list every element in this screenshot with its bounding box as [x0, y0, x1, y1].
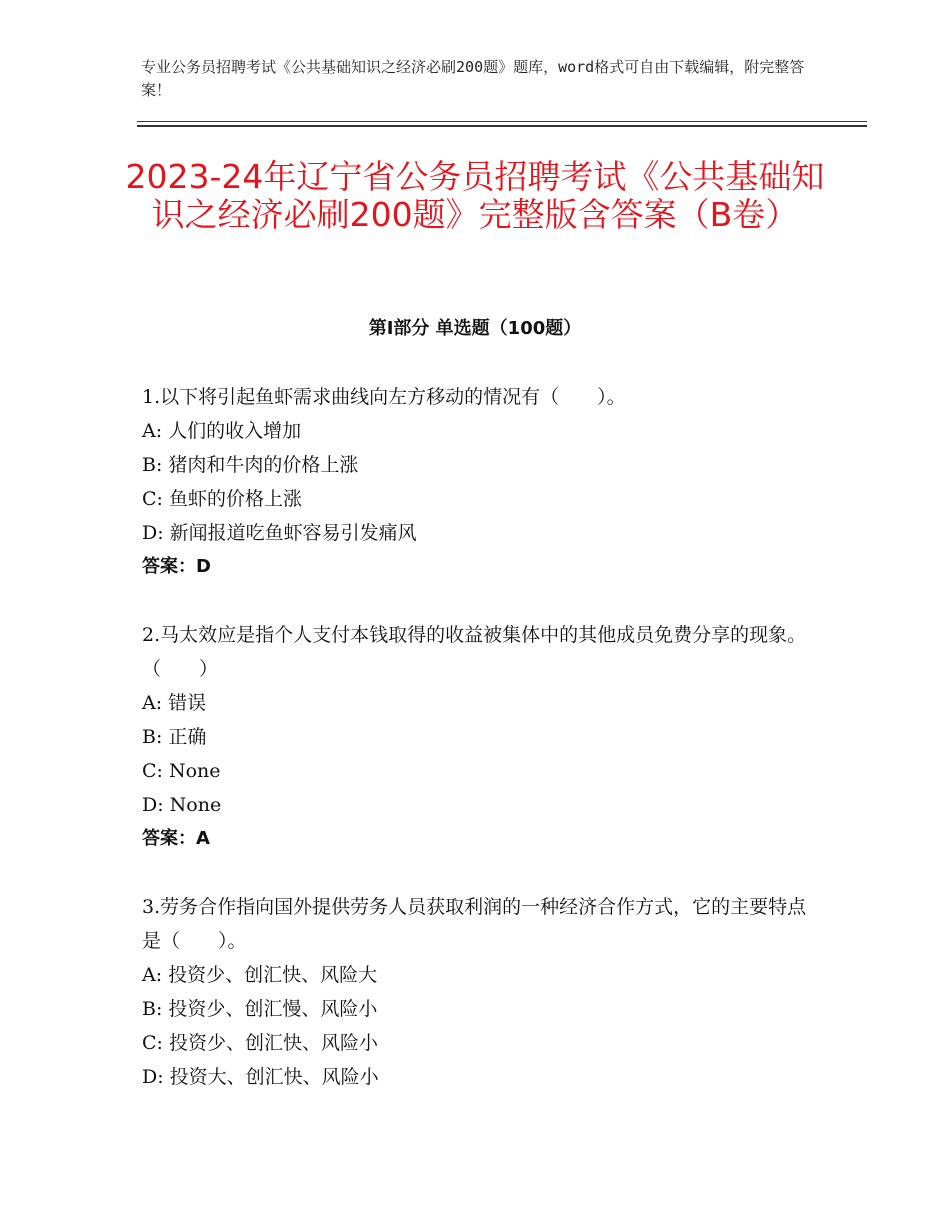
- option-d: D: None: [142, 794, 222, 816]
- document-title: 2023-24年辽宁省公务员招聘考试《公共基础知识之经济必刷200题》完整版含答案（B卷）: [125, 157, 825, 234]
- answer: 答案：A: [142, 828, 210, 849]
- question-stem: 1.以下将引起鱼虾需求曲线向左方移动的情况有（ ）。: [142, 386, 626, 408]
- option-d: D: 投资大、创汇快、风险小: [142, 1066, 379, 1088]
- question-stem: 2.马太效应是指个人支付本钱取得的收益被集体中的其他成员免费分享的现象。（ ）: [142, 624, 807, 680]
- option-b: B: 投资少、创汇慢、风险小: [142, 998, 378, 1020]
- option-c: C: 鱼虾的价格上涨: [142, 488, 302, 510]
- option-a: A: 错误: [142, 692, 207, 714]
- answer: 答案：D: [142, 556, 211, 577]
- option-d: D: 新闻报道吃鱼虾容易引发痛风: [142, 522, 417, 544]
- question-stem: 3.劳务合作指向国外提供劳务人员获取利润的一种经济合作方式，它的主要特点是（ ）。: [142, 896, 807, 952]
- option-a: A: 人们的收入增加: [142, 420, 302, 442]
- header-note: 专业公务员招聘考试《公共基础知识之经济必刷200题》题库，word格式可自由下载编辑，附完整答案！: [141, 58, 805, 99]
- header-divider-thick: [137, 125, 867, 127]
- question-1: [142, 380, 822, 584]
- question-3: [142, 890, 822, 1094]
- question-2: [142, 618, 822, 856]
- option-b: B: 正确: [142, 726, 207, 748]
- option-a: A: 投资少、创汇快、风险大: [142, 964, 378, 986]
- header-divider: [137, 121, 867, 122]
- option-b: B: 猪肉和牛肉的价格上涨: [142, 454, 359, 476]
- section-title: 第Ⅰ部分 单选题（100题）: [368, 318, 582, 339]
- option-c: C: None: [142, 760, 221, 782]
- option-c: C: 投资少、创汇快、风险小: [142, 1032, 378, 1054]
